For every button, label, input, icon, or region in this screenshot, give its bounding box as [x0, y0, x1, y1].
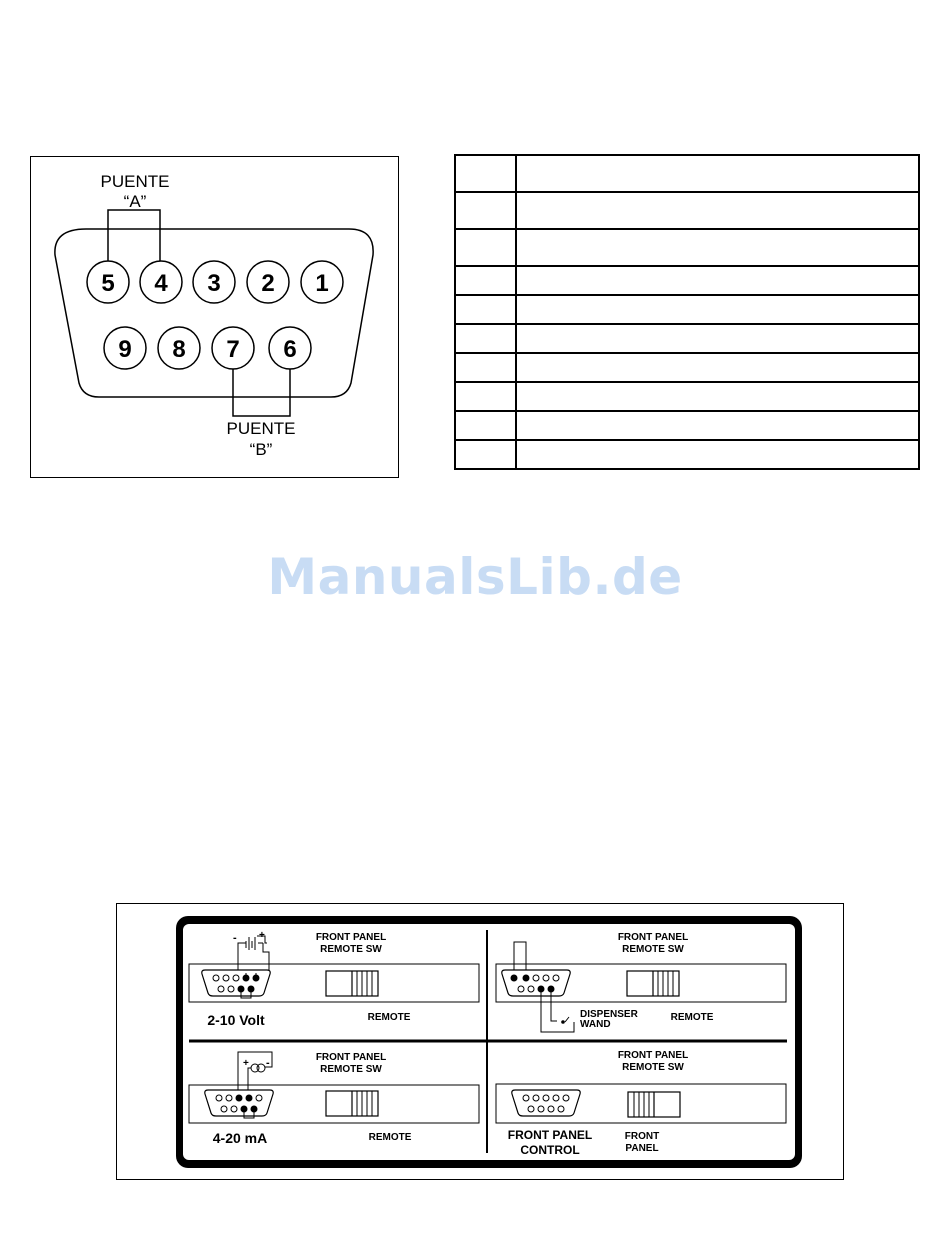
- pin-7: [212, 327, 254, 369]
- q2-header-front-panel: FRONT PANEL: [617, 932, 689, 943]
- pin-4-label: 4: [154, 270, 168, 297]
- db9-connector-diagram: [30, 156, 399, 478]
- table-cell: [516, 192, 919, 229]
- bridge-b-letter: “B”: [249, 440, 273, 459]
- q4-caption-control: CONTROL: [520, 1143, 580, 1157]
- q4-header-remote-sw: REMOTE SW: [622, 1062, 684, 1073]
- table-row: [455, 382, 919, 411]
- pin-8: [158, 327, 200, 369]
- bridge-a-letter: “A”: [123, 192, 147, 211]
- pin-3-label: 3: [207, 270, 221, 297]
- q2-switch-label-remote: REMOTE: [670, 1012, 714, 1023]
- table-cell: [516, 155, 919, 192]
- table-cell: [455, 324, 516, 353]
- table-row: [455, 229, 919, 266]
- q2-wand-label: WAND: [580, 1019, 611, 1030]
- slide-switch-remote: [627, 971, 679, 996]
- pin-3: [193, 261, 235, 303]
- table-cell: [516, 295, 919, 324]
- watermark: ManualsLib.de: [267, 548, 683, 606]
- q3-header-remote-sw: REMOTE SW: [320, 1064, 382, 1075]
- pin-assignment-table: [454, 154, 920, 470]
- db9-connector-drawing: [31, 157, 400, 479]
- jumper-a-wire: [108, 210, 160, 267]
- table-row: [455, 411, 919, 440]
- pin-9: [104, 327, 146, 369]
- bridge-b-label: PUENTE: [226, 419, 296, 438]
- remote-switch-drawing: [117, 904, 845, 1181]
- pin-5-label: 5: [101, 270, 115, 297]
- table-row: [455, 324, 919, 353]
- q1-caption-2-10-volt: 2-10 Volt: [207, 1012, 265, 1028]
- q4-header-front-panel: FRONT PANEL: [617, 1050, 689, 1061]
- table-cell: [455, 266, 516, 295]
- table-cell: [516, 353, 919, 382]
- slide-switch-remote: [326, 971, 378, 996]
- pin-1: [301, 261, 343, 303]
- table-cell: [516, 229, 919, 266]
- db9-mini-connector: [205, 1090, 273, 1118]
- table-cell: [516, 324, 919, 353]
- pin-2-label: 2: [261, 270, 275, 297]
- source-minus-sign: -: [266, 1057, 270, 1069]
- slide-switch-remote: [326, 1091, 378, 1116]
- table-cell: [455, 229, 516, 266]
- table-row: [455, 440, 919, 469]
- table-cell: [455, 440, 516, 469]
- table-row: [455, 155, 919, 192]
- db9-mini-connector: [502, 970, 570, 996]
- pin-1-label: 1: [315, 270, 329, 297]
- pin-9-label: 9: [118, 336, 132, 363]
- pin-2: [247, 261, 289, 303]
- table-row: [455, 266, 919, 295]
- pin-7-label: 7: [226, 336, 240, 363]
- pin-4: [140, 261, 182, 303]
- connector-shell: [55, 229, 373, 397]
- pin-8-label: 8: [172, 336, 186, 363]
- table-cell: [455, 353, 516, 382]
- q3-header-front-panel: FRONT PANEL: [315, 1052, 387, 1063]
- battery-plus-sign: +: [259, 930, 265, 941]
- table-cell: [516, 382, 919, 411]
- pin-5: [87, 261, 129, 303]
- q3-switch-label-remote: REMOTE: [368, 1132, 412, 1143]
- q2-dispenser-label: DISPENSER: [580, 1009, 638, 1020]
- table-cell: [455, 295, 516, 324]
- q4-switch-label-panel: PANEL: [625, 1143, 659, 1154]
- table-row: [455, 353, 919, 382]
- table-cell: [516, 411, 919, 440]
- db9-mini-connector: [202, 970, 270, 998]
- q4-switch-label-front: FRONT: [624, 1131, 660, 1142]
- table-cell: [516, 266, 919, 295]
- table-row: [455, 192, 919, 229]
- slide-switch-front-panel: [628, 1092, 680, 1117]
- table-cell: [455, 382, 516, 411]
- q4-caption-front-panel: FRONT PANEL: [507, 1128, 593, 1142]
- pin-6-label: 6: [283, 336, 297, 363]
- table-cell: [455, 411, 516, 440]
- table-cell: [516, 440, 919, 469]
- pin-6: [269, 327, 311, 369]
- q1-header-front-panel: FRONT PANEL: [315, 932, 387, 943]
- table-row: [455, 295, 919, 324]
- table-cell: [455, 155, 516, 192]
- bridge-a-label: PUENTE: [100, 172, 170, 191]
- jumper-b-wire: [233, 369, 290, 416]
- q3-caption-4-20-ma: 4-20 mA: [212, 1130, 268, 1146]
- q1-header-remote-sw: REMOTE SW: [320, 944, 382, 955]
- q2-header-remote-sw: REMOTE SW: [622, 944, 684, 955]
- q1-switch-label-remote: REMOTE: [367, 1012, 411, 1023]
- db9-mini-connector: [512, 1090, 580, 1116]
- table-cell: [455, 192, 516, 229]
- battery-minus-sign: -: [233, 932, 237, 944]
- remote-switch-diagram: [116, 903, 844, 1180]
- source-plus-sign: +: [243, 1058, 249, 1069]
